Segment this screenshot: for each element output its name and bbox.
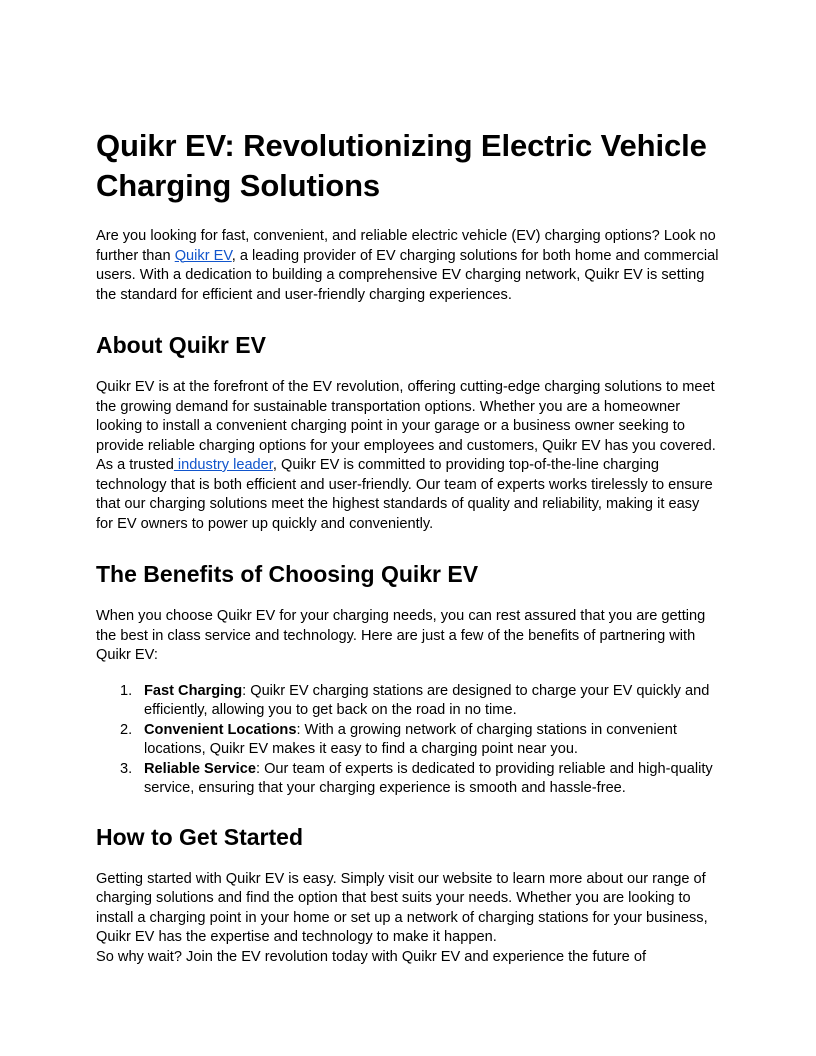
list-item-text: : Our team of experts is dedicated to providing reliable and high-quality service, ensuring that your charging experience is smooth and hassle-free.	[144, 760, 713, 796]
industry-leader-link[interactable]: industry leader	[173, 457, 273, 473]
benefits-intro-paragraph: When you choose Quikr EV for your charging needs, you can rest assured that you are getting the best in class service and technology. Here are just a few of the benefits of partnering with Quikr EV:	[96, 608, 706, 663]
list-item	[96, 721, 720, 760]
about-text-before-link: As a trusted	[96, 457, 174, 473]
get-started-paragraph	[96, 870, 720, 968]
about-heading: About Quikr EV	[96, 332, 266, 358]
intro-paragraph	[96, 227, 720, 305]
intro-text-before-link: Are you looking for fast, convenient, and reliable electric vehicle (EV) charging options? Look no further than	[96, 228, 716, 264]
list-item	[96, 760, 720, 799]
quikr-ev-link[interactable]: Quikr EV	[174, 247, 232, 264]
list-item	[96, 682, 720, 721]
get-started-text: Getting started with Quikr EV is easy. Simply visit our website to learn more about our range of charging solutions and find the option that best suits your needs. Whether you are looking to install a charging point in your home or set up a network of charging stations for your business, Quikr EV has the expertise and technology to make it happen.	[96, 870, 708, 945]
get-started-heading: How to Get Started	[96, 823, 304, 850]
benefits-list	[96, 682, 720, 799]
benefits-heading: The Benefits of Choosing Quikr EV	[96, 561, 479, 587]
list-item-label: Fast Charging	[144, 682, 243, 699]
about-text-after-link: , Quikr EV is committed to providing top-of-the-line charging technology that is both efficient and user-friendly. Our team of experts works tirelessly to ensure that our charging solutions meet the highest standards of quality and reliability, making it easy for EV owners to power up quickly and conveniently.	[96, 457, 713, 532]
about-text: Quikr EV is at the forefront of the EV revolution, offering cutting-edge charging solutions to meet the growing demand for sustainable transportation options. Whether you are a homeowner looking to install a convenient charging point in your garage or a business owner seeking to provide reliable charging options for your employees and customers, Quikr EV has you covered.	[96, 379, 716, 454]
intro-text-after-link: , a leading provider of EV charging solutions for both home and commercial users. With a dedication to building a comprehensive EV charging network, Quikr EV is setting the standard for efficient and user-friendly charging experiences.	[96, 247, 719, 303]
list-item-text: : With a growing network of charging stations in convenient locations, Quikr EV makes it easy to find a charging point near you.	[144, 721, 677, 757]
list-item-number: 3.	[120, 760, 133, 777]
list-item-number: 1.	[120, 682, 133, 699]
about-paragraph	[96, 378, 720, 534]
list-item-number: 2.	[120, 721, 133, 738]
document-page	[96, 126, 720, 967]
list-item-text: : Quikr EV charging stations are designed to charge your EV quickly and efficiently, allowing you to get back on the road in no time.	[144, 682, 710, 718]
document-title: Quikr EV: Revolutionizing Electric Vehicle Charging Solutions	[96, 128, 707, 203]
list-item-label: Convenient Locations	[144, 721, 297, 738]
closing-text: So why wait? Join the EV revolution today with Quikr EV and experience the future of	[96, 948, 647, 965]
list-item-label: Reliable Service	[144, 760, 256, 777]
